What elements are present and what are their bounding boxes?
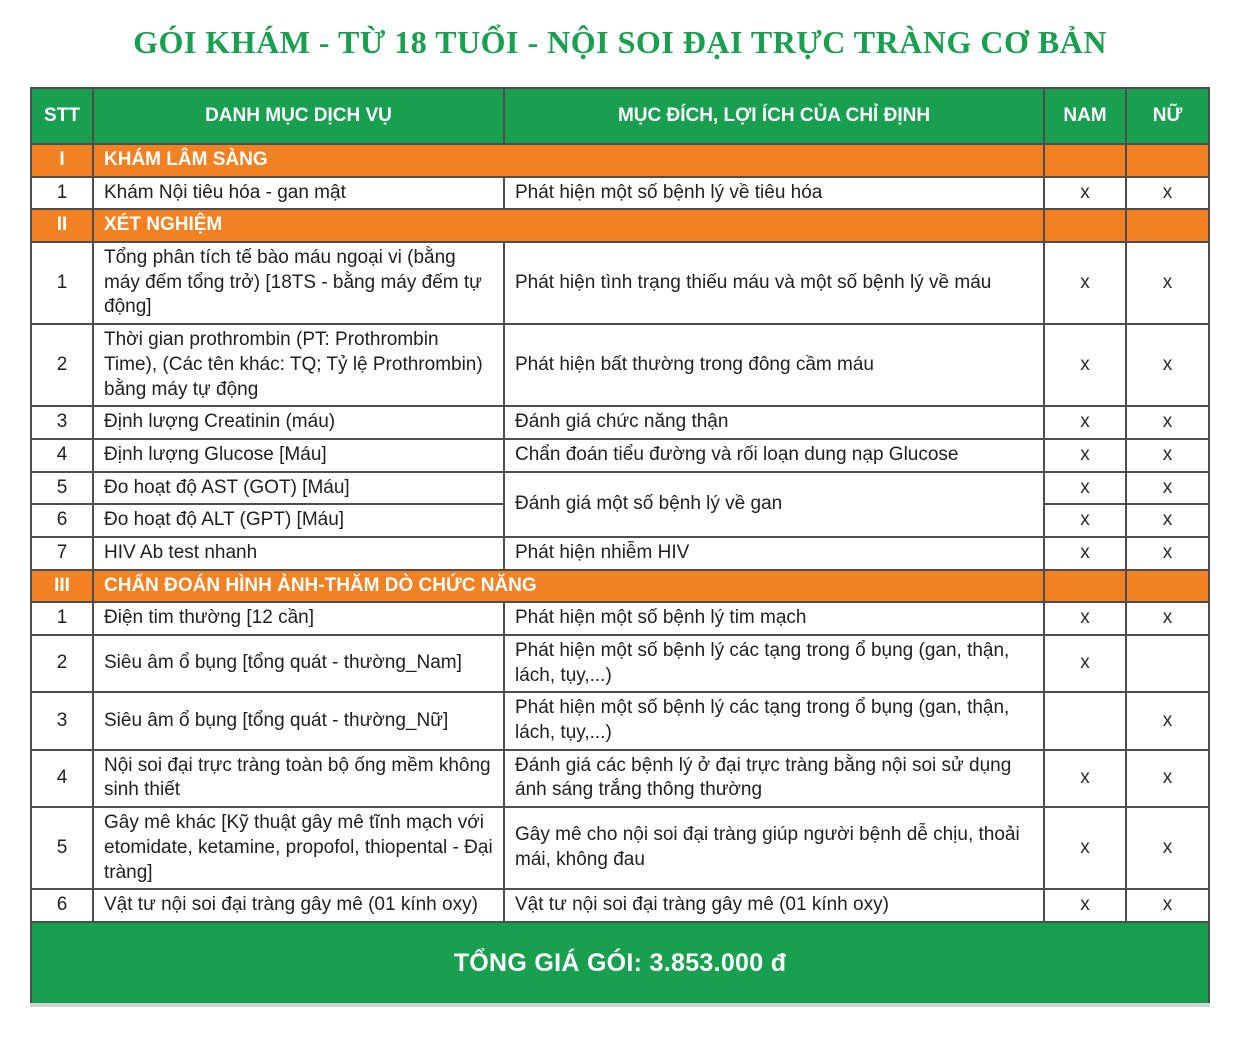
service-row <box>31 439 1209 472</box>
mark-nu: x <box>1126 602 1209 635</box>
service-row <box>31 406 1209 439</box>
mark-nu: x <box>1126 439 1209 472</box>
column-header-purpose: MỤC ĐÍCH, LỢI ÍCH CỦA CHỈ ĐỊNH <box>504 88 1044 144</box>
service-name: Siêu âm ổ bụng [tổng quát - thường_Nữ] <box>93 692 504 749</box>
service-name: Gây mê khác [Kỹ thuật gây mê tĩnh mạch với etomidate, ketamine, propofol, thiopental - Đại tràng] <box>93 807 504 889</box>
row-number: 7 <box>31 537 93 570</box>
service-name: Siêu âm ổ bụng [tổng quát - thường_Nam] <box>93 635 504 692</box>
mark-nam: x <box>1044 807 1126 889</box>
mark-nam: x <box>1044 889 1126 922</box>
service-purpose: Đánh giá các bệnh lý ở đại trực tràng bằng nội soi sử dụng ánh sáng trắng thông thường <box>504 750 1044 807</box>
section-title: XÉT NGHIỆM <box>93 209 1044 242</box>
service-name: Tổng phân tích tế bào máu ngoại vi (bằng máy đếm tổng trở) [18TS - bằng máy đếm tự động] <box>93 242 504 324</box>
section-numeral: I <box>31 144 93 177</box>
mark-nu: x <box>1126 750 1209 807</box>
section-header-row <box>31 209 1209 242</box>
mark-nam: x <box>1044 635 1126 692</box>
service-name: Nội soi đại trực tràng toàn bộ ống mềm không sinh thiết <box>93 750 504 807</box>
service-purpose: Phát hiện một số bệnh lý tim mạch <box>504 602 1044 635</box>
service-name: Vật tư nội soi đại tràng gây mê (01 kính oxy) <box>93 889 504 922</box>
service-name: Thời gian prothrombin (PT: Prothrombin Time), (Các tên khác: TQ; Tỷ lệ Prothrombin) bằng máy tự động <box>93 324 504 406</box>
row-number: 2 <box>31 324 93 406</box>
service-purpose: Đánh giá chức năng thận <box>504 406 1044 439</box>
service-row <box>31 242 1209 324</box>
mark-nu: x <box>1126 504 1209 537</box>
service-purpose: Phát hiện nhiễm HIV <box>504 537 1044 570</box>
section-cell-nam <box>1044 209 1126 242</box>
service-row <box>31 889 1209 922</box>
section-cell-nam <box>1044 144 1126 177</box>
service-name: Định lượng Creatinin (máu) <box>93 406 504 439</box>
row-number: 4 <box>31 439 93 472</box>
mark-nu: x <box>1126 472 1209 505</box>
mark-nu: x <box>1126 692 1209 749</box>
mark-nam: x <box>1044 177 1126 210</box>
row-number: 3 <box>31 692 93 749</box>
row-number: 1 <box>31 177 93 210</box>
service-row <box>31 635 1209 692</box>
section-header-row <box>31 144 1209 177</box>
row-number: 6 <box>31 504 93 537</box>
service-row <box>31 537 1209 570</box>
table-body <box>31 144 1209 922</box>
mark-nam: x <box>1044 537 1126 570</box>
row-number: 1 <box>31 242 93 324</box>
service-purpose: Đánh giá một số bệnh lý về gan <box>504 472 1044 537</box>
service-purpose: Phát hiện một số bệnh lý về tiêu hóa <box>504 177 1044 210</box>
mark-nu: x <box>1126 406 1209 439</box>
service-name: HIV Ab test nhanh <box>93 537 504 570</box>
section-cell-nu <box>1126 570 1209 603</box>
row-number: 6 <box>31 889 93 922</box>
section-cell-nu <box>1126 209 1209 242</box>
service-name: Đo hoạt độ ALT (GPT) [Máu] <box>93 504 504 537</box>
service-name: Điện tim thường [12 cần] <box>93 602 504 635</box>
mark-nu: x <box>1126 242 1209 324</box>
mark-nam: x <box>1044 750 1126 807</box>
service-row <box>31 807 1209 889</box>
service-row <box>31 472 1209 505</box>
mark-nam: x <box>1044 242 1126 324</box>
mark-nam: x <box>1044 602 1126 635</box>
total-price: TỔNG GIÁ GÓI: 3.853.000 đ <box>31 922 1209 1005</box>
mark-nam: x <box>1044 472 1126 505</box>
service-purpose: Phát hiện tình trạng thiếu máu và một số bệnh lý về máu <box>504 242 1044 324</box>
mark-nu: x <box>1126 177 1209 210</box>
mark-nu: x <box>1126 537 1209 570</box>
section-numeral: III <box>31 570 93 603</box>
section-numeral: II <box>31 209 93 242</box>
footer-row <box>31 922 1209 1005</box>
row-number: 5 <box>31 472 93 505</box>
mark-nam <box>1044 692 1126 749</box>
service-purpose: Phát hiện một số bệnh lý các tạng trong ổ bụng (gan, thận, lách, tụy,...) <box>504 692 1044 749</box>
service-purpose: Phát hiện bất thường trong đông cầm máu <box>504 324 1044 406</box>
table-header-row <box>31 88 1209 144</box>
row-number: 5 <box>31 807 93 889</box>
row-number: 2 <box>31 635 93 692</box>
column-header-nam: NAM <box>1044 88 1126 144</box>
service-purpose: Phát hiện một số bệnh lý các tạng trong ổ bụng (gan, thận, lách, tụy,...) <box>504 635 1044 692</box>
service-purpose: Vật tư nội soi đại tràng gây mê (01 kính oxy) <box>504 889 1044 922</box>
row-number: 3 <box>31 406 93 439</box>
mark-nu <box>1126 635 1209 692</box>
mark-nam: x <box>1044 406 1126 439</box>
service-name: Định lượng Glucose [Máu] <box>93 439 504 472</box>
service-purpose: Gây mê cho nội soi đại tràng giúp người bệnh dễ chịu, thoải mái, không đau <box>504 807 1044 889</box>
service-row <box>31 177 1209 210</box>
section-cell-nam <box>1044 570 1126 603</box>
row-number: 4 <box>31 750 93 807</box>
mark-nu: x <box>1126 807 1209 889</box>
mark-nam: x <box>1044 324 1126 406</box>
service-purpose: Chẩn đoán tiểu đường và rối loạn dung nạp Glucose <box>504 439 1044 472</box>
service-name: Đo hoạt độ AST (GOT) [Máu] <box>93 472 504 505</box>
column-header-stt: STT <box>31 88 93 144</box>
section-cell-nu <box>1126 144 1209 177</box>
page-title: GÓI KHÁM - TỪ 18 TUỔI - NỘI SOI ĐẠI TRỰC TRÀNG CƠ BẢN <box>133 24 1107 60</box>
column-header-service: DANH MỤC DỊCH VỤ <box>93 88 504 144</box>
mark-nu: x <box>1126 324 1209 406</box>
service-row <box>31 750 1209 807</box>
section-title: KHÁM LÂM SÀNG <box>93 144 1044 177</box>
mark-nam: x <box>1044 504 1126 537</box>
service-row <box>31 692 1209 749</box>
row-number: 1 <box>31 602 93 635</box>
package-table <box>30 87 1210 1007</box>
column-header-nu: NỮ <box>1126 88 1209 144</box>
section-title: CHẨN ĐOÁN HÌNH ẢNH-THĂM DÒ CHỨC NĂNG <box>93 570 1044 603</box>
service-name: Khám Nội tiêu hóa - gan mật <box>93 177 504 210</box>
service-row <box>31 602 1209 635</box>
section-header-row <box>31 570 1209 603</box>
mark-nam: x <box>1044 439 1126 472</box>
service-row <box>31 324 1209 406</box>
mark-nu: x <box>1126 889 1209 922</box>
